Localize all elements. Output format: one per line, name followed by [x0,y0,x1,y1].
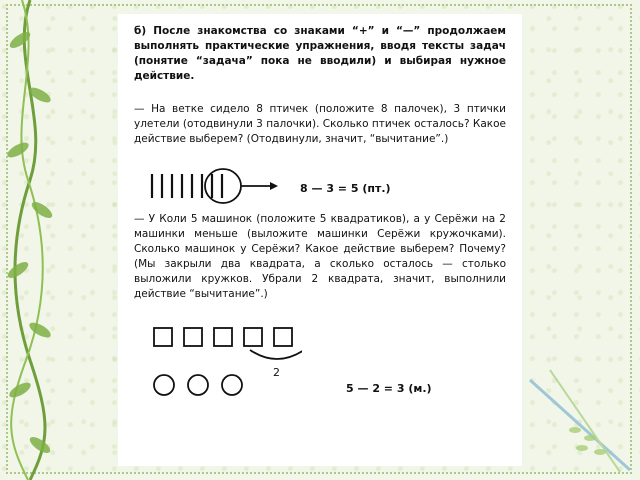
problem-birds-text: — На ветке сидело 8 птичек (положите 8 палочек), 3 птички улетели (отодвинули 3 палочки). Сколько птичек осталось? Какое действие выберем? (Отодвинули, значит, “вычитание”.) [134,103,506,145]
square [184,328,202,346]
textbook-page [118,14,522,466]
circles-figure [152,370,262,400]
circle [222,375,242,395]
sticks-figure [148,166,278,206]
intro-paragraph: б) После знакомства со знаками “+” и “—” продолжаем выполнять практические упражнения, вводя тексты задач (понятие “задача” пока не вводили) и выбирая нужное действие. [134,25,506,82]
brace-arc [250,350,302,359]
square [214,328,232,346]
square [154,328,172,346]
brace-label: 2 [273,366,280,379]
square [274,328,292,346]
problem-cars-text: — У Коли 5 машинок (положите 5 квадратиков), а у Серёжи на 2 машинки меньше (выложите машинки Серёжи кружочками). Сколько машинок у Серёжи? Какое действие выберем? Почему? (Мы закрыли два квадрата, а сколько осталось — столько выложили кружков. Убрали 2 квадрата, значит, выполнили действие “вычитание”.) [134,213,506,300]
circle [188,375,208,395]
equation-birds: 8 — 3 = 5 (пт.) [300,182,391,195]
circle [154,375,174,395]
grass-decoration [520,360,640,480]
vine-decoration [0,0,60,480]
arrow-head [270,182,278,190]
square [244,328,262,346]
equation-cars: 5 — 2 = 3 (м.) [346,382,432,395]
